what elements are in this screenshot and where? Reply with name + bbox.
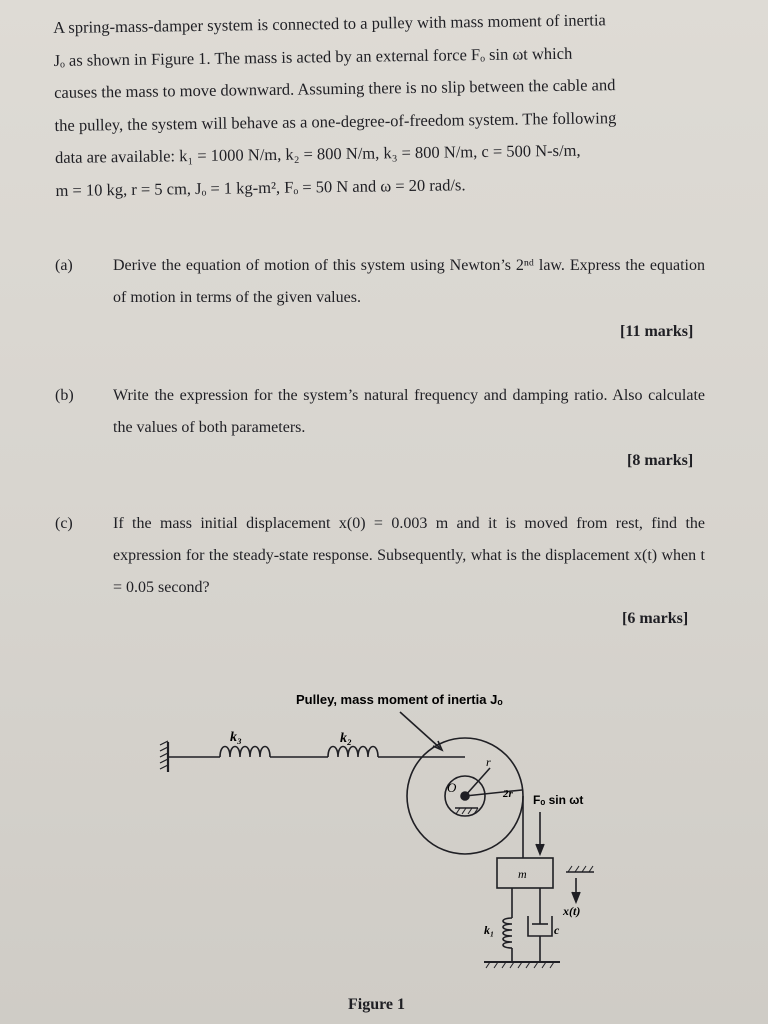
figure-caption: Figure 1 [348,996,406,1013]
pulley-label: Pulley, mass moment of inertia Jₒ [296,692,503,707]
spring-k2 [328,747,378,758]
label-k3: k₃ [230,730,242,745]
question-b-marks: [8 marks] [627,452,694,469]
label-r: r [486,755,491,769]
radius-r-line [465,768,490,796]
label-mass: m [518,867,527,881]
label-force: Fₒ sin ωt [533,793,584,807]
question-a-label: (a) [55,257,73,274]
label-2r: 2r [503,788,513,800]
label-k1: k₁ [484,923,495,937]
x-reference-hatch [568,866,593,872]
question-c-label: (c) [55,515,73,532]
question-a-text: Derive the equation of motion of this system using Newton’s 2ⁿᵈ law. Express the equation of motion in terms of the given values. [113,257,705,306]
x-arrow-head [572,892,580,902]
spring-k1 [503,918,512,948]
intro-line-3: causes the mass to move downward. Assuming there is no slip between the cable and [53,75,616,103]
question-c-marks: [6 marks] [622,610,689,627]
pivot-hatch [456,808,478,814]
question-b-text: Write the expression for the system’s natural frequency and damping ratio. Also calculate the values of both parameters. [113,387,705,436]
label-k2: k₂ [340,731,352,746]
left-wall-hatch [160,741,168,769]
label-O: O [447,780,457,795]
intro-line-1: A spring-mass-damper system is connected to a pulley with mass moment of inertia [53,10,606,37]
intro-line-5: data are available: k₁ = 1000 N/m, k₂ = 800 N/m, k₃ = 800 N/m, c = 500 N-s/m, [54,141,581,168]
spring-k3 [220,747,270,758]
pulley-pointer [400,712,440,748]
intro-line-4: the pulley, the system will behave as a one-degree-of-freedom system. The following [54,107,617,135]
question-a-marks: [11 marks] [620,323,694,340]
question-c-text: If the mass initial displacement x(0) = 0.003 m and it is moved from rest, find the expression for the steady-state response. Subsequently, what is the displacement x(t) when t = 0.05 second? [113,515,705,596]
force-arrow-head [536,844,544,854]
label-x: x(t) [563,904,581,918]
label-c: c [554,923,560,937]
question-b-label: (b) [55,387,74,404]
radius-2r-line [465,790,522,796]
intro-line-6: m = 10 kg, r = 5 cm, Jₒ = 1 kg-m², Fₒ = 50 N and ω = 20 rad/s. [55,175,466,200]
intro-line-2: Jₒ as shown in Figure 1. The mass is acted by an external force Fₒ sin ωt which [53,43,573,70]
